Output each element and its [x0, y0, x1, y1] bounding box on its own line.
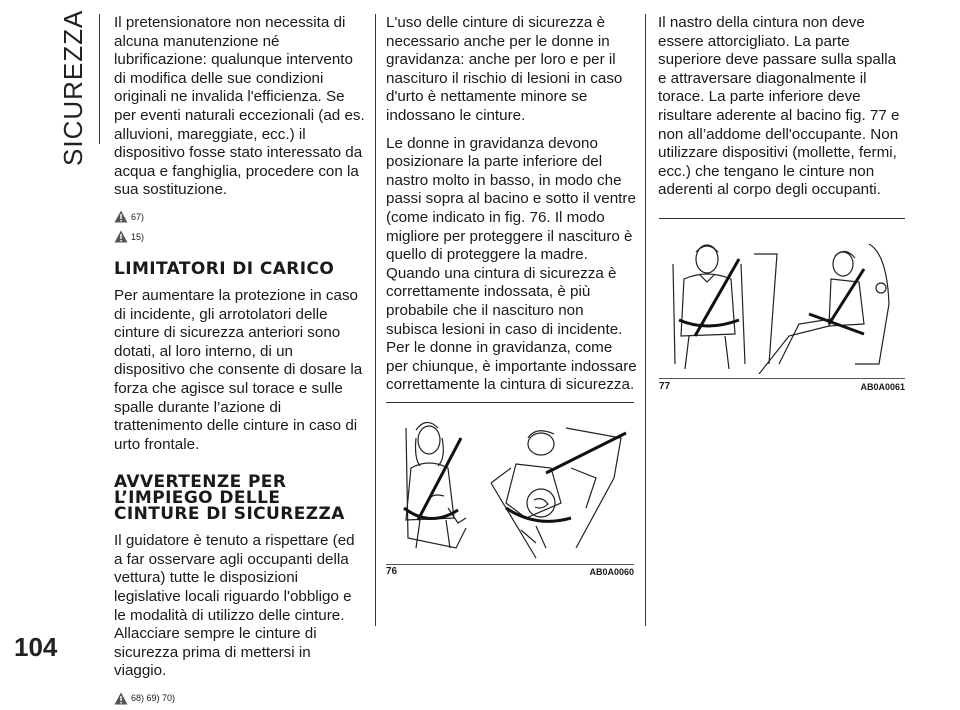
margin-rule [99, 14, 100, 144]
figure-code: AB0A0061 [860, 382, 905, 392]
pregnancy-intro-paragraph: L'uso delle cinture di sicurezza è necessario anche per le donne in gravidanza: anche per loro e per il nascituro il rischio di lesioni in caso d'urto è nettamente minore se indossano le cinture. [386, 14, 623, 124]
warning-ref-3 [114, 690, 366, 706]
heading-load-limiters: LIMITATORI DI CARICO [114, 258, 335, 279]
page-number: 104 [14, 632, 58, 662]
column-divider-1 [375, 14, 376, 626]
figure-top-rule [659, 218, 905, 219]
figure-number: 76 [386, 566, 398, 577]
driver-obligation-paragraph: Il guidatore è tenuto a rispettare (ed a far osservare agli occupanti della vettura) tutte le disposizioni legislative locali riguardo l'obbligo e le modalità di utilizzo delle cinture. Allacciare sempre le cinture di sicurezza prima di mettersi in viaggio. [114, 532, 355, 680]
pregnancy-instructions-paragraph: Le donne in gravidanza devono posizionare la parte inferiore del nastro molto in basso, in modo che passi sopra al bacino e sotto il ventre (come indicato in fig. 76. Il modo migliore per proteggere il nascituro è quello di proteggere la madre. Quando una cintura di sicurezza è correttamente indossata, è più probabile che il nascituro non subisca lesioni in caso di incidente. Per le donne in gravidanza, come per chiunque, è importante indossare correttamente la cintura di sicurezza. [386, 134, 637, 394]
pretensioner-paragraph: Il pretensionatore non necessita di alcuna manutenzione né lubrificazione: qualunque intervento di modifica delle sue condizioni originali ne invalida l'efficienza. Se per eventi naturali eccezionali (ad es. alluvioni, mareggiate, ecc.) il dispositivo fosse stato interessato da acqua e fanghiglia, procedere con la sua sostituzione. [114, 14, 365, 199]
figure-76 [386, 402, 634, 577]
heading-line-1: AVVERTENZE PER [114, 472, 287, 493]
warning-icon [114, 692, 128, 705]
pregnant-woman-seatbelt-illustration [386, 408, 634, 563]
column-1 [114, 14, 366, 710]
warning-ref-1 [114, 209, 366, 225]
figure-top-rule [386, 402, 634, 403]
correct-seatbelt-position-illustration [659, 224, 905, 374]
heading-seatbelt-warnings [114, 472, 366, 525]
figure-77 [659, 218, 905, 396]
warning-icon [114, 210, 128, 223]
figure-bottom-rule [659, 378, 905, 379]
load-limiters-paragraph: Per aumentare la protezione in caso di incidente, gli arrotolatori delle cinture di sicurezza anteriori sono dotati, al loro interno, di un dispositivo che consente di dosare la forza che agisce sul torace e sulle spalle durante l’azione di trattenimento delle cinture in caso di urto frontale. [114, 286, 363, 453]
warning-ref-text: 67) [131, 211, 145, 222]
warning-ref-2 [114, 229, 366, 245]
heading-line-3: CINTURE DI SICUREZZA [114, 504, 345, 525]
heading-line-2: L’IMPIEGO DELLE [114, 488, 281, 509]
belt-routing-paragraph: Il nastro della cintura non deve essere attorcigliato. La parte superiore deve passare sulla spalla e attraversare diagonalmente il torace. La parte inferiore deve risultare aderente al bacino fig. 77 e non all’addome dell'occupante. Non utilizzare dispositivi (mollette, fermi, ecc.) che tengano le cinture non aderenti al corpo degli occupanti. [658, 14, 900, 199]
figure-bottom-rule [386, 564, 634, 565]
figure-number: 77 [659, 381, 671, 392]
column-3 [658, 14, 908, 209]
figure-code: AB0A0060 [589, 567, 634, 577]
warning-ref-text: 68) 69) 70) [131, 692, 176, 703]
warning-ref-text: 15) [131, 231, 145, 242]
section-title: SICUREZZA [58, 9, 88, 166]
caution-icon [114, 230, 128, 243]
column-divider-2 [645, 14, 646, 626]
section-side-label [58, 9, 98, 166]
column-2 [386, 14, 638, 404]
